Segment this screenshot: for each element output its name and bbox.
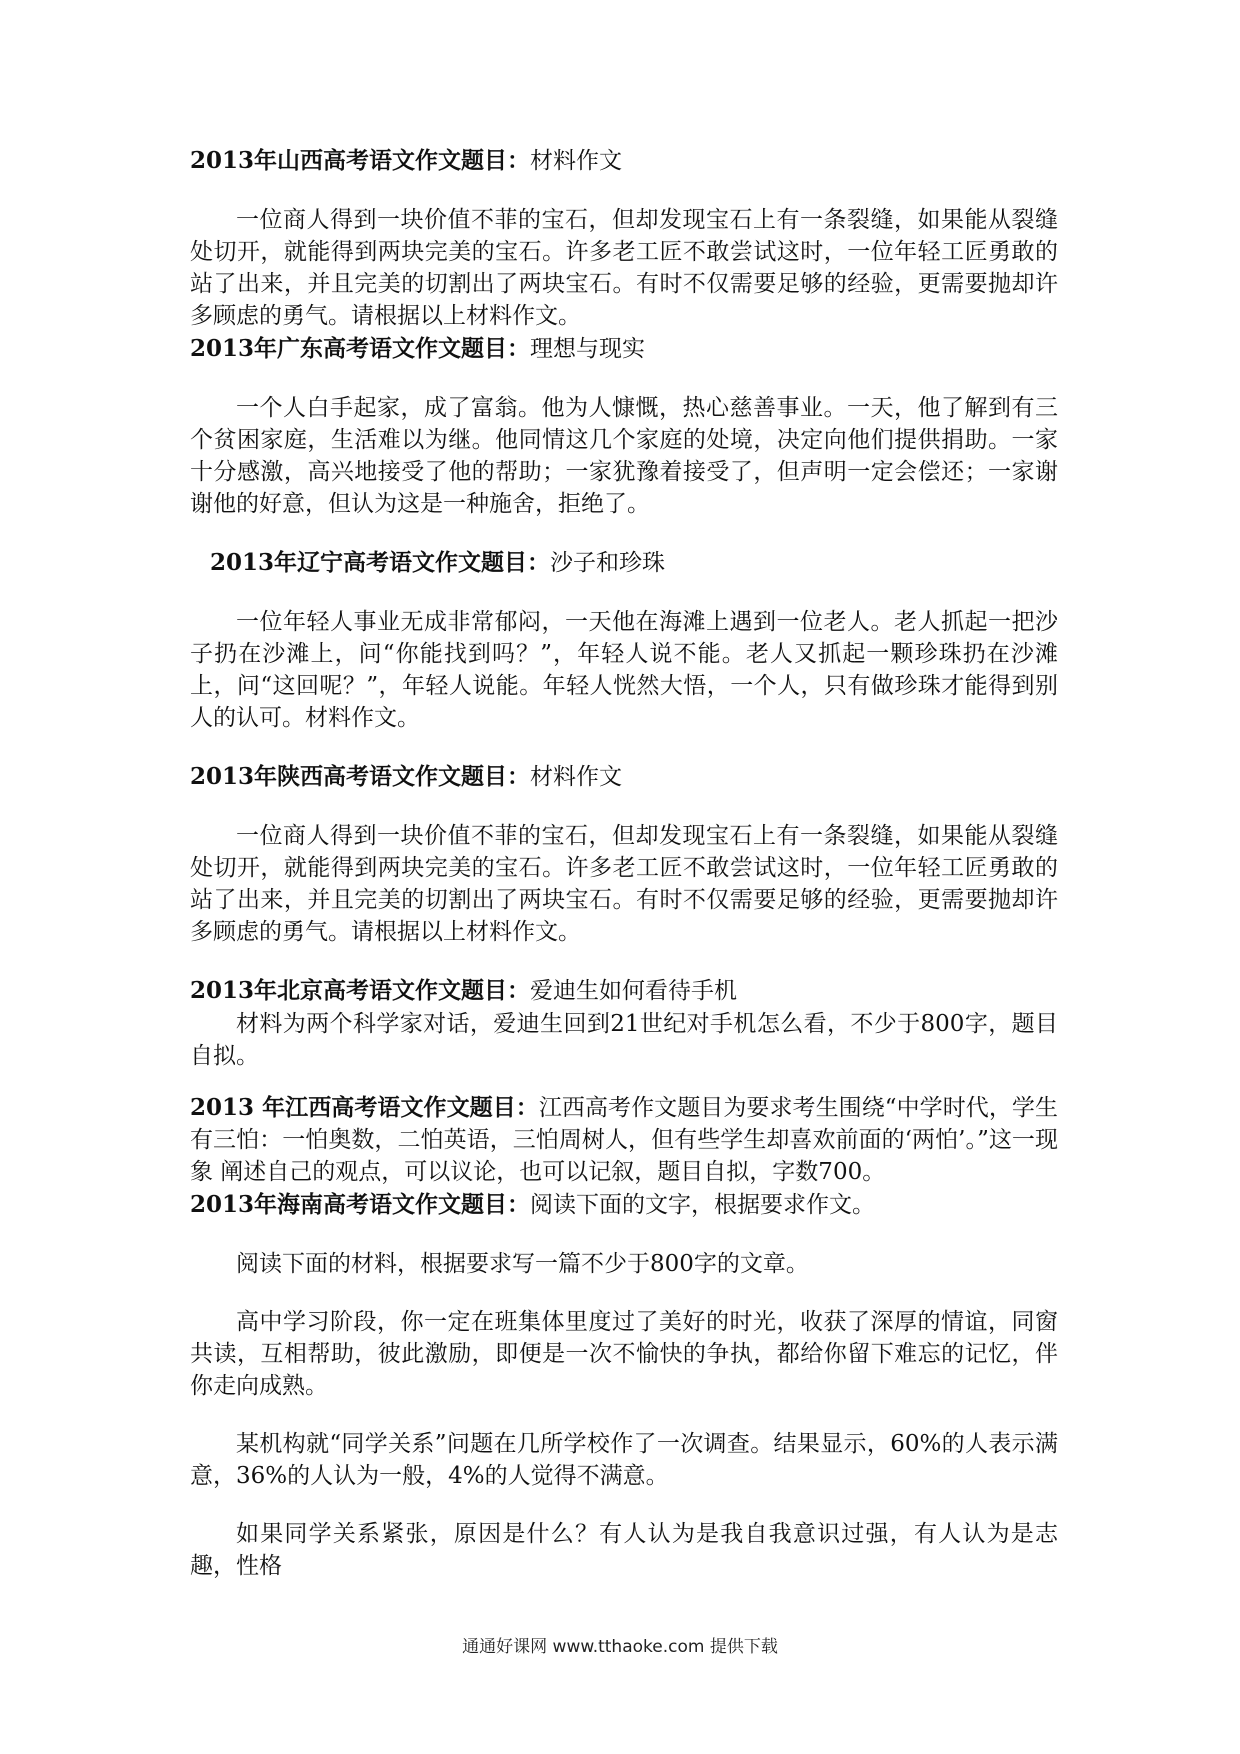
section-paragraph: 某机构就“同学关系”问题在几所学校作了一次调查。结果显示，60%的人表示满意，36%的人认为一般，4%的人觉得不满意。	[190, 1431, 1058, 1489]
section-paragraph: 一位年轻人事业无成非常郁闷，一天他在海滩上遇到一位老人。老人抓起一把沙子扔在沙滩上，问“你能找到吗？”，年轻人说不能。老人又抓起一颗珍珠扔在沙滩上，问“这回呢？”，年轻人说能。年轻人恍然大悟，一个人，只有做珍珠才能得到别人的认可。材料作文。	[190, 609, 1058, 731]
section-paragraph: 高中学习阶段，你一定在班集体里度过了美好的时光，收获了深厚的情谊，同窗共读，互相帮助，彼此激励，即便是一次不愉快的争执，都给你留下难忘的记忆，伴你走向成熟。	[190, 1309, 1058, 1399]
section-heading-guangdong: 2013年广东高考语文作文题目：理想与现实	[190, 335, 646, 362]
section-heading-beijing: 2013年北京高考语文作文题目：爱迪生如何看待手机	[190, 977, 738, 1004]
section-heading-shanxi: 2013年山西高考语文作文题目：材料作文	[190, 147, 623, 174]
section-paragraph: 材料为两个科学家对话，爱迪生回到21世纪对手机怎么看，不少于800字，题目自拟。	[190, 1011, 1058, 1069]
page-footer: 通通好课网 www.tthaoke.com 提供下载	[462, 1637, 778, 1657]
section-paragraph: 一个人白手起家，成了富翁。他为人慷慨，热心慈善事业。一天，他了解到有三个贫困家庭，生活难以为继。他同情这几个家庭的处境，决定向他们提供捐助。一家十分感激，高兴地接受了他的帮助；一家犹豫着接受了，但声明一定会偿还；一家谢谢他的好意，但认为这是一种施舍，拒绝了。	[190, 395, 1058, 517]
section-heading-liaoning: 2013年辽宁高考语文作文题目：沙子和珍珠	[210, 549, 666, 576]
section-heading-jiangxi: 2013 年江西高考语文作文题目：江西高考作文题目为要求考生围绕“中学时代，学生有三怕：一怕奥数，二怕英语，三怕周树人，但有些学生却喜欢前面的‘两怕’。”这一现象 阐述自己的观点，可以议论，也可以记叙，题目自拟，字数700。	[190, 1094, 1058, 1185]
section-heading-hainan: 2013年海南高考语文作文题目：阅读下面的文字，根据要求作文。	[190, 1191, 876, 1218]
section-paragraph: 一位商人得到一块价值不菲的宝石，但却发现宝石上有一条裂缝，如果能从裂缝处切开，就能得到两块完美的宝石。许多老工匠不敢尝试这时，一位年轻工匠勇敢的站了出来，并且完美的切割出了两块宝石。有时不仅需要足够的经验，更需要抛却许多顾虑的勇气。请根据以上材料作文。	[190, 207, 1058, 329]
document-body	[190, 144, 1058, 1582]
section-paragraph: 如果同学关系紧张，原因是什么？有人认为是我自我意识过强，有人认为是志趣，性格	[190, 1521, 1058, 1579]
section-paragraph: 阅读下面的材料，根据要求写一篇不少于800字的文章。	[236, 1251, 809, 1277]
section-heading-shaanxi: 2013年陕西高考语文作文题目：材料作文	[190, 763, 623, 790]
section-paragraph: 一位商人得到一块价值不菲的宝石，但却发现宝石上有一条裂缝，如果能从裂缝处切开，就能得到两块完美的宝石。许多老工匠不敢尝试这时，一位年轻工匠勇敢的站了出来，并且完美的切割出了两块宝石。有时不仅需要足够的经验，更需要抛却许多顾虑的勇气。请根据以上材料作文。	[190, 823, 1058, 945]
